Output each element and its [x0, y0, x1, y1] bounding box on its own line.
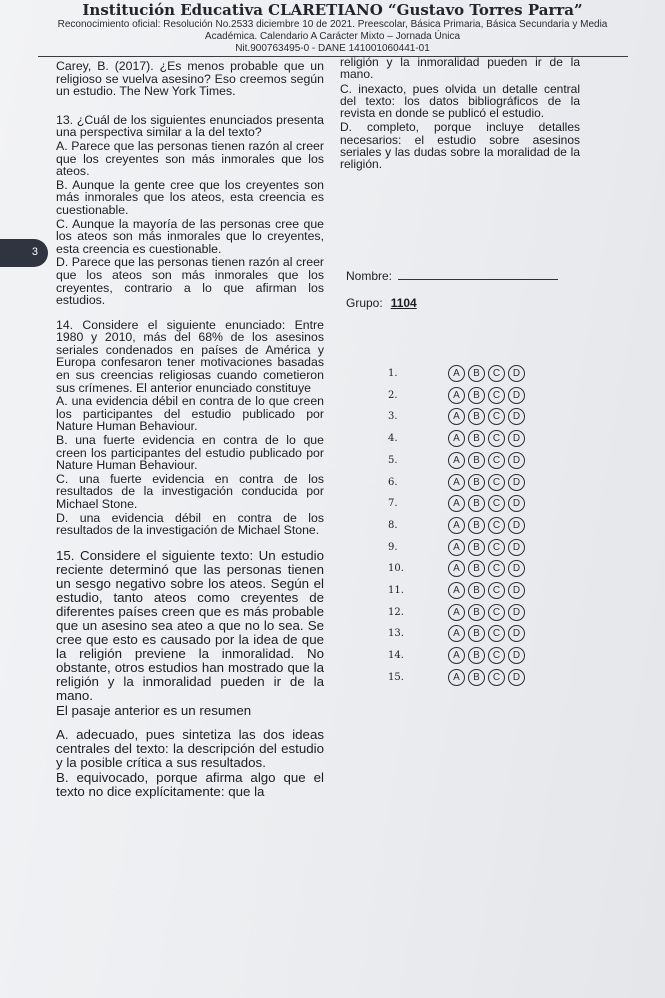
q14-option-a: A. una evidencia débil en contra de lo que creen los participantes del estudio publicado por Nature Human Behaviour.	[56, 394, 324, 434]
answer-bubble-d[interactable]: D	[508, 625, 525, 642]
answer-bubble-b[interactable]: B	[468, 560, 485, 577]
answer-row	[388, 495, 588, 517]
q15-option-d: D. completo, porque incluye detalles necesarios: el estudio sobre asesinos seriales y las dudas sobre la moralidad de la religión.	[340, 120, 580, 172]
citation: Carey, B. (2017). ¿Es menos probable que un religioso se vuelva asesino? Eso creemos según un estudio. The New York Times.	[56, 59, 324, 99]
q15-stem: 15. Considere el siguiente texto: Un estudio reciente determinó que las personas tienen un sesgo negativo sobre los ateos. Según el estudio, tanto ateos como creyentes de diferentes países creen que es más probable que un asesino sea ateo a que no lo sea. Se cree que esto es causado por la idea de que la religión previene la inmoralidad. No obstante, otros estudios han mostrado que la religión y la inmoralidad pueden ir de la mano.	[56, 547, 324, 703]
answer-bubble-a[interactable]: A	[448, 365, 465, 382]
group-label: Grupo:	[346, 296, 383, 310]
q15-option-a: A. adecuado, pues sintetiza las dos ideas centrales del texto: la descripción del estudio y la posible crítica a sus resultados.	[56, 726, 324, 770]
answer-bubble-d[interactable]: D	[508, 517, 525, 534]
answer-bubble-a[interactable]: A	[448, 582, 465, 599]
answer-row-number: 7.	[388, 498, 398, 510]
answer-bubble-d[interactable]: D	[508, 539, 525, 556]
answer-row-number: 3.	[388, 411, 398, 423]
answer-bubble-d[interactable]: D	[508, 387, 525, 404]
answer-bubble-c[interactable]: C	[488, 517, 505, 534]
q14-stem: 14. Considere el siguiente enunciado: Entre 1980 y 2010, más del 68% de los asesinos seriales condenados en países de América y Europa confesaron tener motivaciones basadas en sus creencias religiosas cuando cometieron sus crímenes. El anterior enunciado constituye	[56, 317, 324, 395]
answer-bubble-d[interactable]: D	[508, 647, 525, 664]
answer-bubble-d[interactable]: D	[508, 430, 525, 447]
answer-row-number: 13.	[388, 628, 404, 640]
answer-bubble-b[interactable]: B	[468, 365, 485, 382]
answer-bubble-a[interactable]: A	[448, 387, 465, 404]
answer-row	[388, 647, 588, 669]
answer-row	[388, 408, 588, 430]
answer-row	[388, 517, 588, 539]
answer-bubble-c[interactable]: C	[488, 495, 505, 512]
answer-row	[388, 365, 588, 387]
answer-row-number: 8.	[388, 519, 398, 531]
answer-row-number: 14.	[388, 650, 404, 662]
header-calendar-line: Académica. Calendario A Carácter Mixto – Jornada Única	[204, 31, 461, 42]
answer-bubble-c[interactable]: C	[488, 474, 505, 491]
answer-row	[388, 560, 588, 582]
q14-option-b: B. una fuerte evidencia en contra de lo que creen los participantes del estudio publicado por Nature Human Behaviour.	[56, 433, 324, 473]
answer-bubble-c[interactable]: C	[488, 452, 505, 469]
q13-stem: 13. ¿Cuál de los siguientes enunciados presenta una perspectiva similar a la del texto?	[56, 112, 324, 140]
answer-row-number: 2.	[388, 389, 398, 401]
answer-bubble-d[interactable]: D	[508, 365, 525, 382]
answer-bubble-d[interactable]: D	[508, 560, 525, 577]
answer-bubble-b[interactable]: B	[468, 408, 485, 425]
header-nit-line: Nit.900763495-0 - DANE 141001060441-01	[235, 43, 430, 54]
answer-bubble-d[interactable]: D	[508, 474, 525, 491]
answer-bubble-b[interactable]: B	[468, 452, 485, 469]
right-column	[340, 56, 580, 171]
answer-bubble-a[interactable]: A	[448, 669, 465, 686]
q13-option-b: B. Aunque la gente cree que los creyentes son más inmorales que los ateos, esta creencia es cuestionable.	[56, 177, 324, 217]
answer-row-number: 15.	[388, 671, 404, 683]
group-field[interactable]	[346, 296, 417, 310]
answer-row	[388, 539, 588, 561]
answer-row-number: 9.	[388, 541, 398, 553]
answer-bubble-a[interactable]: A	[448, 408, 465, 425]
q15-option-b-continuation: religión y la inmoralidad pueden ir de la mano.	[340, 55, 580, 82]
q15-option-b: B. equivocado, porque afirma algo que el texto no dice explícitamente: que la	[56, 769, 324, 799]
q15-option-c: C. inexacto, pues olvida un detalle central del texto: los datos bibliográficos de la revista en donde se publicó el estudio.	[340, 81, 580, 121]
answer-bubble-a[interactable]: A	[448, 452, 465, 469]
answer-row	[388, 474, 588, 496]
answer-bubble-c[interactable]: C	[488, 669, 505, 686]
answer-row-number: 1.	[388, 368, 398, 379]
answer-row	[388, 387, 588, 409]
answer-row-number: 12.	[388, 606, 404, 618]
answer-bubble-b[interactable]: B	[468, 669, 485, 686]
answer-bubble-d[interactable]: D	[508, 452, 525, 469]
answer-row	[388, 604, 588, 626]
name-field[interactable]	[346, 268, 558, 283]
answer-bubble-b[interactable]: B	[468, 582, 485, 599]
answer-row	[388, 582, 588, 604]
answer-bubble-a[interactable]: A	[448, 474, 465, 491]
answer-bubble-a[interactable]: A	[448, 539, 465, 556]
answer-row-number: 11.	[388, 585, 404, 596]
answer-bubble-a[interactable]: A	[448, 517, 465, 534]
q14-option-c: C. una fuerte evidencia en contra de los resultados de la investigación conducida por Michael Stone.	[56, 471, 324, 511]
answer-bubble-a[interactable]: A	[448, 495, 465, 512]
page-tab	[0, 239, 48, 267]
answer-bubble-d[interactable]: D	[508, 495, 525, 512]
q13-option-a: A. Parece que las personas tienen razón al creer que los creyentes son más inmorales que los ateos.	[56, 138, 324, 179]
answer-row	[388, 669, 588, 691]
school-title: Institución Educativa CLARETIANO “Gustavo Torres Parra”	[82, 1, 583, 19]
header-resolution-line: Reconocimiento oficial: Resolución No.2533 diciembre 10 de 2021. Preescolar, Básica Primaria, Básica Secundaria y Media	[57, 19, 608, 30]
answer-bubble-b[interactable]: B	[468, 387, 485, 404]
answer-row	[388, 625, 588, 647]
answer-bubble-d[interactable]: D	[508, 669, 525, 686]
answer-row-number: 5.	[388, 454, 398, 466]
answer-bubble-c[interactable]: C	[488, 387, 505, 404]
answer-bubble-c[interactable]: C	[488, 625, 505, 642]
answer-bubble-b[interactable]: B	[468, 430, 485, 447]
answer-bubble-d[interactable]: D	[508, 582, 525, 599]
answer-bubble-a[interactable]: A	[448, 625, 465, 642]
answer-bubble-c[interactable]: C	[488, 560, 505, 577]
answer-row-number: 4.	[388, 433, 398, 445]
answer-bubble-b[interactable]: B	[468, 539, 485, 556]
answer-bubble-b[interactable]: B	[468, 517, 485, 534]
left-column	[56, 60, 324, 799]
answer-bubble-a[interactable]: A	[448, 604, 465, 621]
answer-bubble-b[interactable]: B	[468, 647, 485, 664]
answer-row	[388, 452, 588, 474]
answer-bubble-b[interactable]: B	[468, 495, 485, 512]
name-value[interactable]	[398, 268, 558, 280]
answer-bubble-c[interactable]: C	[488, 365, 505, 382]
answer-bubble-d[interactable]: D	[508, 604, 525, 621]
answer-bubble-b[interactable]: B	[468, 604, 485, 621]
answer-bubble-c[interactable]: C	[488, 408, 505, 425]
answer-row-number: 10.	[388, 563, 404, 575]
answer-bubble-d[interactable]: D	[508, 408, 525, 425]
name-label: Nombre:	[346, 269, 393, 283]
answer-row-number: 6.	[388, 476, 398, 488]
q13-option-c: C. Aunque la mayoría de las personas cree que los ateos son más inmorales que lo creyentes, esta creencia es cuestionable.	[56, 216, 324, 256]
answer-row	[388, 430, 588, 452]
q15-question: El pasaje anterior es un resumen	[56, 702, 252, 718]
answer-bubble-b[interactable]: B	[468, 474, 485, 491]
answer-bubble-a[interactable]: A	[448, 430, 465, 447]
answer-bubble-c[interactable]: C	[488, 582, 505, 599]
answer-bubble-c[interactable]: C	[488, 430, 505, 447]
answer-bubble-c[interactable]: C	[488, 604, 505, 621]
group-value[interactable]: 1104	[390, 296, 417, 310]
answer-bubble-b[interactable]: B	[468, 625, 485, 642]
answer-bubble-c[interactable]: C	[488, 647, 505, 664]
q14-option-d: D. una evidencia débil en contra de los resultados de la investigación de Michael Stone.	[56, 510, 324, 538]
answer-bubble-a[interactable]: A	[448, 560, 465, 577]
answer-bubble-c[interactable]: C	[488, 539, 505, 556]
answer-bubble-a[interactable]: A	[448, 647, 465, 664]
q13-option-d: D. Parece que las personas tienen razón al creer que los ateos son más inmorales que los creyentes, contrario a lo que afirman los estudios.	[56, 255, 324, 308]
page-tab-label: 3	[31, 246, 38, 258]
